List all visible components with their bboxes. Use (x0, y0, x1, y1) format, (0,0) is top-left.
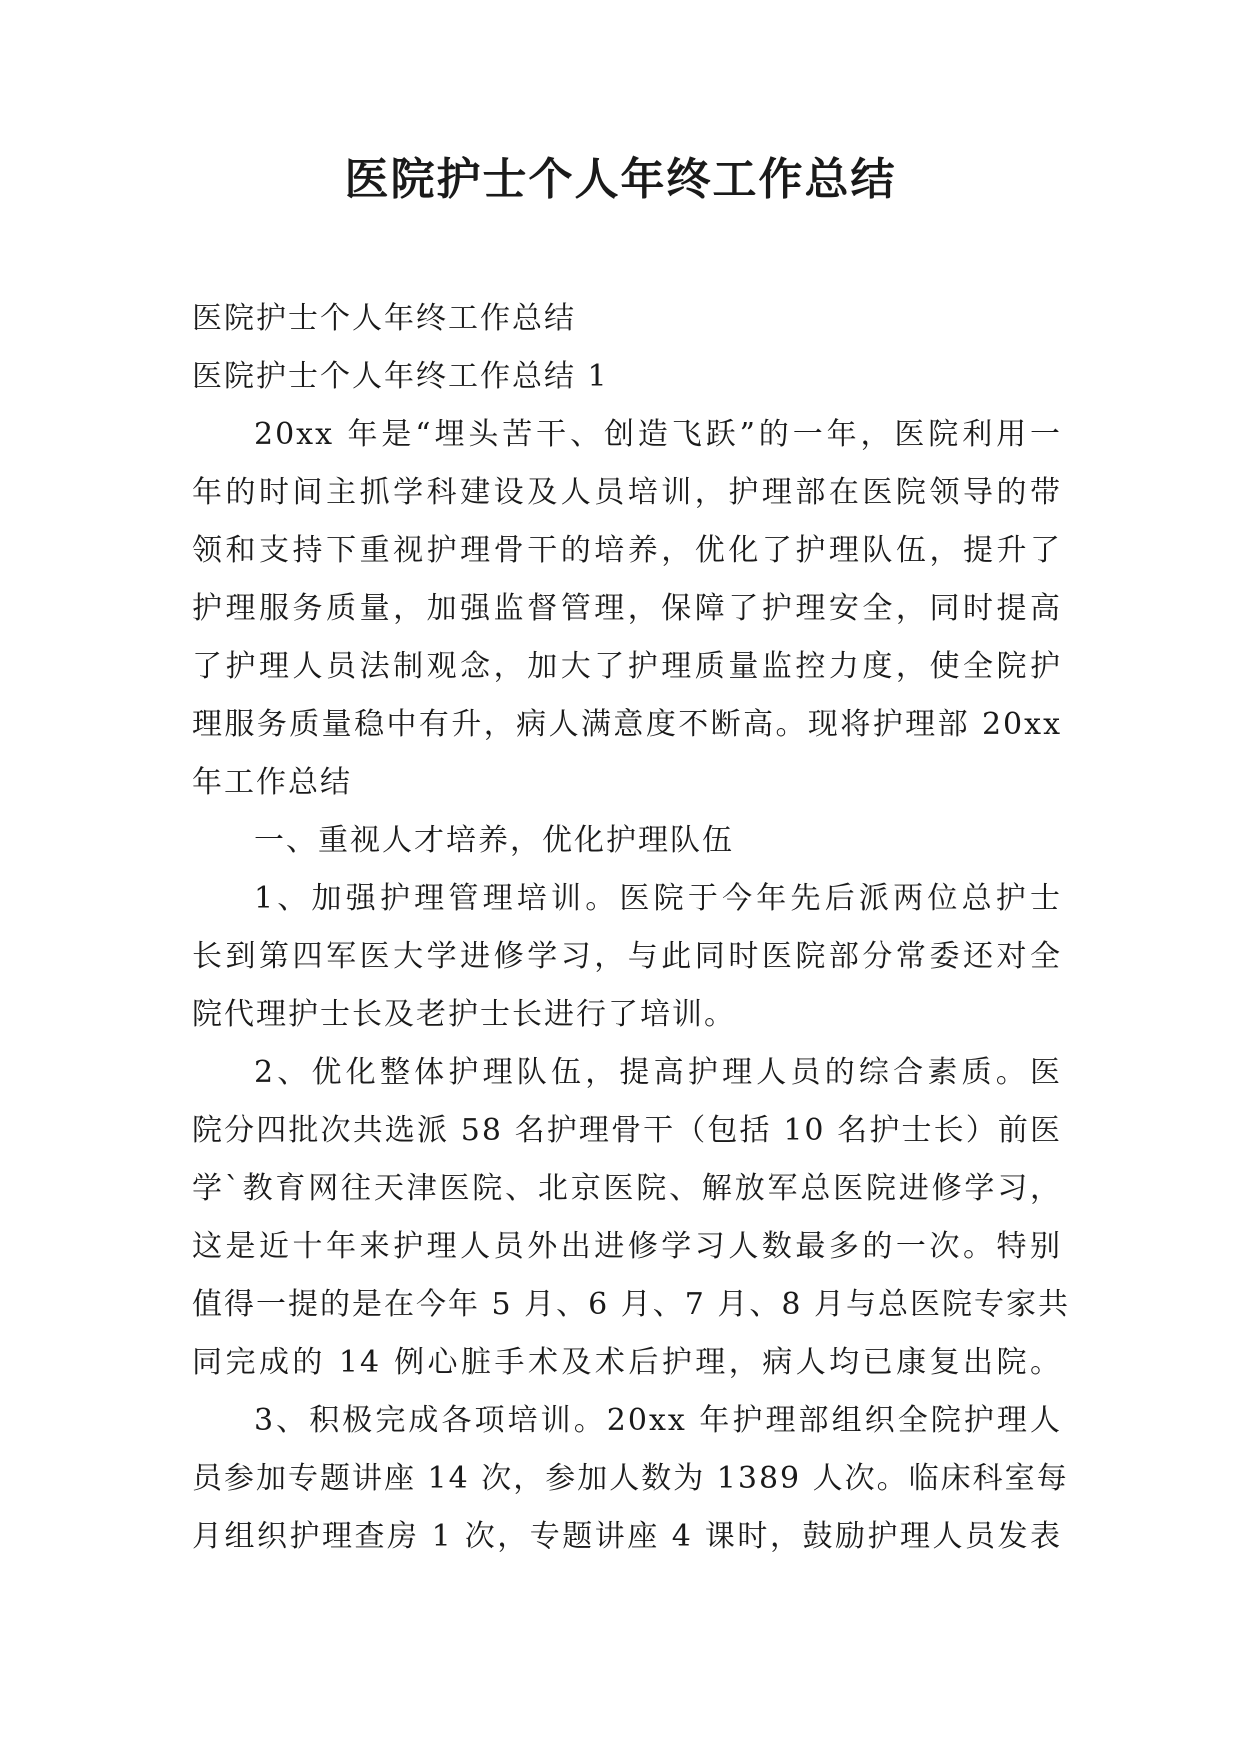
body-line: 月组织护理查房 1 次，专题讲座 4 课时，鼓励护理人员发表 (192, 1519, 1062, 1554)
body-line: 这是近十年来护理人员外出进修学习人数最多的一次。特别 (192, 1229, 1062, 1264)
body-line: 3、积极完成各项培训。20xx 年护理部组织全院护理人 (254, 1403, 1062, 1438)
body-line: 值得一提的是在今年 5 月、6 月、7 月、8 月与总医院专家共 (192, 1287, 1071, 1322)
body-line: 2、优化整体护理队伍，提高护理人员的综合素质。医 (254, 1055, 1062, 1090)
body-line: 医院护士个人年终工作总结 (192, 301, 576, 336)
document-title: 医院护士个人年终工作总结 (344, 154, 897, 205)
body-line: 同完成的 14 例心脏手术及术后护理，病人均已康复出院。 (192, 1345, 1062, 1380)
body-line: 理服务质量稳中有升，病人满意度不断高。现将护理部 20xx (192, 707, 1062, 742)
body-line: 学`教育网往天津医院、北京医院、解放军总医院进修学习， (192, 1171, 1062, 1206)
body-line: 院代理护士长及老护士长进行了培训。 (192, 997, 736, 1032)
body-line: 长到第四军医大学进修学习，与此同时医院部分常委还对全 (192, 939, 1062, 974)
body-line: 一、重视人才培养，优化护理队伍 (254, 823, 734, 858)
document-body (192, 290, 1071, 1566)
body-line: 年工作总结 (192, 765, 352, 800)
body-line: 年的时间主抓学科建设及人员培训，护理部在医院领导的带 (192, 475, 1062, 510)
body-line: 护理服务质量，加强监督管理，保障了护理安全，同时提高 (192, 591, 1062, 626)
body-line: 1、加强护理管理培训。医院于今年先后派两位总护士 (254, 881, 1062, 916)
body-line: 20xx 年是“埋头苦干、创造飞跃”的一年，医院利用一 (254, 417, 1062, 452)
body-line: 医院护士个人年终工作总结 1 (192, 359, 609, 394)
body-line: 员参加专题讲座 14 次，参加人数为 1389 人次。临床科室每 (192, 1461, 1069, 1496)
body-line: 领和支持下重视护理骨干的培养，优化了护理队伍，提升了 (192, 533, 1062, 568)
body-line: 院分四批次共选派 58 名护理骨干（包括 10 名护士长）前医 (192, 1113, 1062, 1148)
body-line: 了护理人员法制观念，加大了护理质量监控力度，使全院护 (192, 649, 1062, 684)
